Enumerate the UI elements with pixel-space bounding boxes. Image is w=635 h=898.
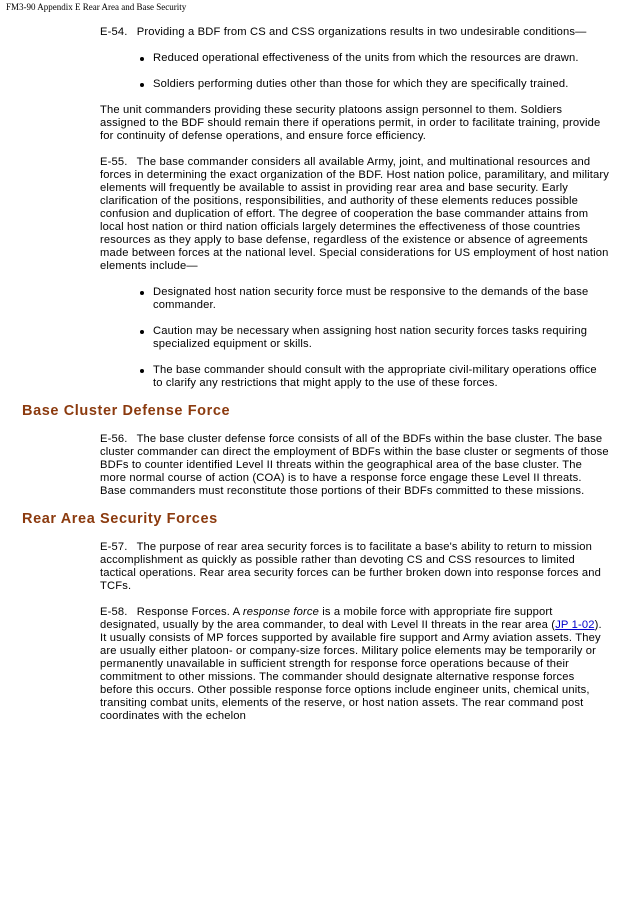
- bullet-list-e54: [0, 52, 635, 91]
- defined-term: response force: [242, 606, 319, 618]
- paragraph-e56: [100, 433, 609, 498]
- paragraph-e57: [100, 541, 609, 593]
- bullet-list-e55: [0, 286, 635, 390]
- paragraph-number: E-56.: [100, 433, 128, 445]
- section-heading-rear-area-security-forces: Rear Area Security Forces: [22, 511, 218, 527]
- bullet-icon: [140, 57, 144, 61]
- list-item: The base commander should consult with the appropriate civil-military operations office to clarify any restrictions that might apply to the use of these forces.: [153, 364, 609, 390]
- paragraph-e55: [100, 156, 609, 273]
- document-body: [0, 26, 635, 736]
- paragraph-text: The base commander considers all available Army, joint, and multinational resources and forces in determining the exact organization of the BDF. Host nation police, paramilitary, and military elements will frequently be available to assist in providing rear area and base security. Early clarification of the positions, responsibilities, and authority of these elements reduces possible confusion and duplication of effort. The degree of cooperation the base commander attains from local host nation or third nation officials largely determines the effectiveness of those countries resources as they apply to base defense, regardless of the existence or absence of agreements made between forces at the national level. Special considerations for US employment of host nation elements include—: [100, 156, 609, 272]
- paragraph-text: Providing a BDF from CS and CSS organizations results in two undesirable conditions—: [136, 26, 587, 38]
- paragraph-text: The base cluster defense force consists of all of the BDFs within the base cluster. The base cluster commander can direct the employment of BDFs within the base cluster or segments of those BDFs to counter identified Level II threats within the geographical area of the base cluster. The more normal course of action (COA) is to have a response force engage these Level II threats. Base commanders must reconstitute those portions of their BDFs committed to these missions.: [100, 433, 609, 497]
- paragraph-number: E-57.: [100, 541, 128, 553]
- bullet-icon: [140, 83, 144, 87]
- list-item: Designated host nation security force must be responsive to the demands of the base commander.: [153, 286, 609, 312]
- paragraph-e58: E-58. Response Forces. A response force is a mobile force with appropriate fire support designated, usually by the area commander, to deal with Level II threats in the rear area (JP 1-02). It usually consists of MP forces supported by available fire support and Army aviation assets. They are usually either platoon- or company-size forces. Military police elements may be temporarily or permanently unavailable in sufficient strength for response force operations because of their commitment to other missions. The commander should designate alternative response forces before this occurs. Other possible response force options include engineer units, chemical units, transiting combat units, elements of the reserve, or host nation assets. The rear command post coordinates with the echelon: [100, 606, 602, 722]
- jp-1-02-link[interactable]: JP 1-02: [555, 619, 595, 631]
- list-item: Soldiers performing duties other than those for which they are specifically trained.: [153, 78, 609, 91]
- paragraph-text: The purpose of rear area security forces is to facilitate a base's ability to return to mission accomplishment as quickly as possible rather than devoting CS and CSS resources to limited tactical operations. Rear area security forces can be further broken down into response forces and TCFs.: [100, 541, 601, 592]
- list-item: Reduced operational effectiveness of the units from which the resources are drawn.: [153, 52, 609, 65]
- bullet-icon: [140, 369, 144, 373]
- paragraph-number: E-58.: [100, 606, 128, 618]
- list-item: Caution may be necessary when assigning host nation security forces tasks requiring specialized equipment or skills.: [153, 325, 609, 351]
- paragraph-e54-continued: The unit commanders providing these security platoons assign personnel to them. Soldiers assigned to the BDF should remain there if operations permit, in order to facilitate training, provide for continuity of defense operations, and ensure force efficiency.: [100, 104, 601, 142]
- paragraph-number: E-54.: [100, 26, 128, 38]
- paragraph-e54: [100, 26, 609, 39]
- page-header: FM3-90 Appendix E Rear Area and Base Security: [6, 2, 187, 12]
- section-heading-base-cluster-defense-force: Base Cluster Defense Force: [22, 403, 231, 419]
- bullet-icon: [140, 291, 144, 295]
- bullet-icon: [140, 330, 144, 334]
- paragraph-number: E-55.: [100, 156, 128, 168]
